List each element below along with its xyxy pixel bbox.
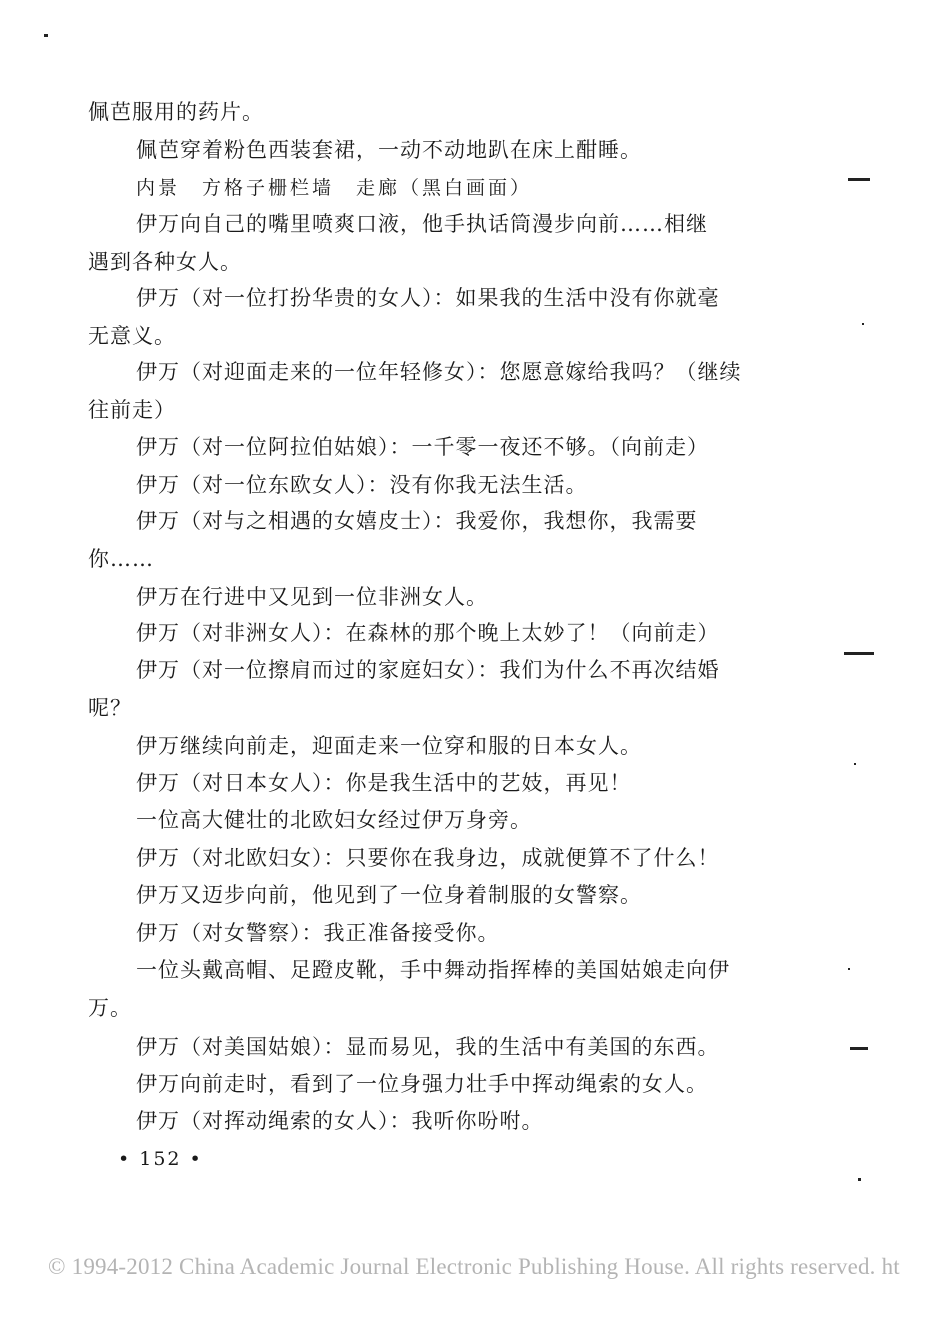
text-line: 伊万（对女警察）：我正准备接受你。 xyxy=(136,921,500,945)
text-line: 伊万（对非洲女人）：在森林的那个晚上太妙了！（向前走） xyxy=(136,621,720,645)
text-line: 你…… xyxy=(88,547,154,571)
scan-speck xyxy=(44,34,48,37)
text-line: 伊万（对一位擦肩而过的家庭妇女）：我们为什么不再次结婚 xyxy=(136,658,720,682)
text-line: 伊万在行进中又见到一位非洲女人。 xyxy=(136,585,488,609)
page-number: • 152 • xyxy=(118,1148,203,1170)
scan-speck xyxy=(862,323,864,325)
scan-speck xyxy=(844,652,874,655)
text-line: 伊万继续向前走，迎面走来一位穿和服的日本女人。 xyxy=(136,734,642,758)
text-line: 遇到各种女人。 xyxy=(88,250,242,274)
text-line: 一位头戴高帽、足蹬皮靴，手中舞动指挥棒的美国姑娘走向伊 xyxy=(136,958,730,982)
text-line: 呢？ xyxy=(88,696,132,720)
text-line: 往前走） xyxy=(88,398,176,422)
text-line: 伊万（对美国姑娘）：显而易见，我的生活中有美国的东西。 xyxy=(136,1035,720,1059)
text-line: 伊万（对挥动绳索的女人）：我听你吩咐。 xyxy=(136,1109,544,1133)
text-line: 无意义。 xyxy=(88,324,176,348)
text-line: 伊万（对一位阿拉伯姑娘）：一千零一夜还不够。（向前走） xyxy=(136,435,709,459)
text-line: 一位高大健壮的北欧妇女经过伊万身旁。 xyxy=(136,808,532,832)
text-line: 伊万（对一位打扮华贵的女人）：如果我的生活中没有你就毫 xyxy=(136,286,720,310)
copyright-watermark: © 1994-2012 China Academic Journal Electronic Publishing House. All rights reserved. ht xyxy=(48,1254,900,1279)
text-line: 佩芭服用的药片。 xyxy=(88,100,264,124)
scan-speck xyxy=(854,763,856,765)
text-line: 伊万向前走时，看到了一位身强力壮手中挥动绳索的女人。 xyxy=(136,1072,708,1096)
text-line: 伊万（对北欧妇女）：只要你在我身边，成就便算不了什么！ xyxy=(136,846,720,870)
text-line: 伊万又迈步向前，他见到了一位身着制服的女警察。 xyxy=(136,883,642,907)
scene-heading: 内景 方格子栅栏墙 走廊（黑白画面） xyxy=(136,177,533,199)
scan-speck xyxy=(848,968,850,970)
text-line: 伊万（对日本女人）：你是我生活中的艺妓，再见！ xyxy=(136,771,632,795)
scan-speck xyxy=(850,1047,868,1050)
text-line: 伊万（对与之相遇的女嬉皮士）：我爱你，我想你，我需要 xyxy=(136,509,698,533)
scan-speck xyxy=(848,178,870,181)
text-line: 伊万向自己的嘴里喷爽口液，他手执话筒漫步向前……相继 xyxy=(136,212,708,236)
text-line: 万。 xyxy=(88,996,132,1020)
text-line: 佩芭穿着粉色西装套裙，一动不动地趴在床上酣睡。 xyxy=(136,138,642,162)
text-line: 伊万（对迎面走来的一位年轻修女）：您愿意嫁给我吗？（继续 xyxy=(136,360,742,384)
scan-speck xyxy=(858,1178,861,1181)
text-line: 伊万（对一位东欧女人）：没有你我无法生活。 xyxy=(136,473,588,497)
